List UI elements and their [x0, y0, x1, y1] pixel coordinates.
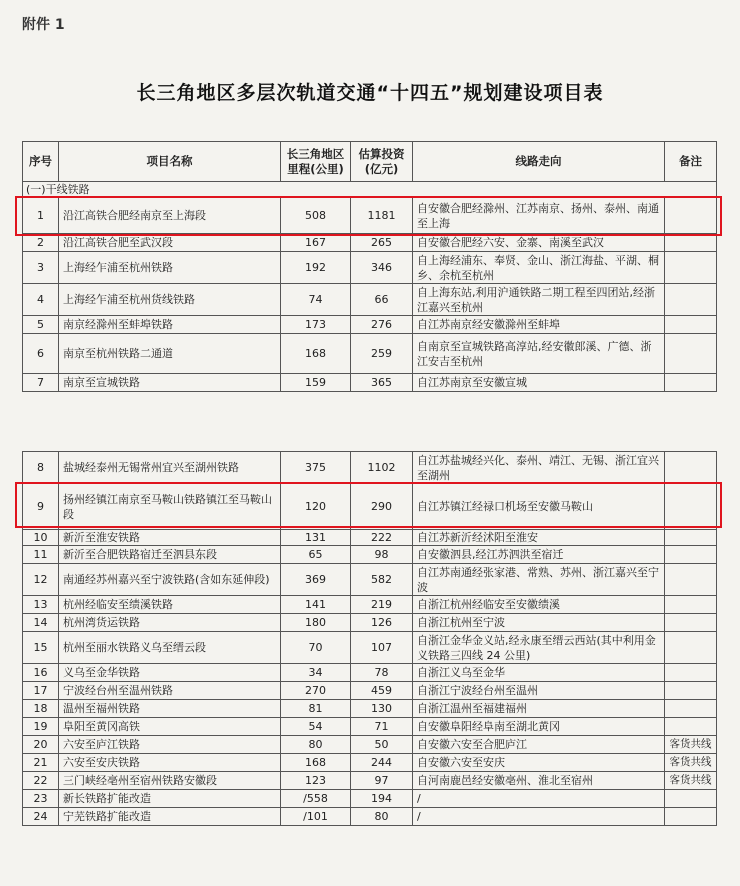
project-table-top [22, 141, 717, 392]
table-row [23, 564, 717, 596]
cell-route: 自浙江杭州经临安至安徽绩溪 [413, 596, 665, 614]
highlight-box-row-1 [15, 196, 722, 236]
cell-name: 南京经滁州至蚌埠铁路 [59, 316, 281, 334]
cell-name: 杭州至丽水铁路义乌至缙云段 [59, 632, 281, 664]
table-row [23, 632, 717, 664]
table-row [23, 790, 717, 808]
cell-name: 扬州经镇江南京至马鞍山铁路镇江至马鞍山段 [59, 484, 281, 530]
cell-note [665, 664, 717, 682]
cell-length: 54 [281, 718, 351, 736]
header-invest: 估算投资(亿元) [351, 142, 413, 182]
cell-length: 375 [281, 452, 351, 484]
cell-length: /101 [281, 808, 351, 826]
cell-name: 六安至安庆铁路 [59, 754, 281, 772]
cell-length: 65 [281, 546, 351, 564]
cell-length: 167 [281, 234, 351, 252]
header-note: 备注 [665, 142, 717, 182]
cell-name: 六安至庐江铁路 [59, 736, 281, 754]
cell-note [665, 252, 717, 284]
cell-length: 173 [281, 316, 351, 334]
cell-no: 21 [23, 754, 59, 772]
cell-length: 120 [281, 484, 351, 530]
cell-note [665, 596, 717, 614]
table-header-row [23, 142, 717, 182]
cell-no: 7 [23, 374, 59, 392]
cell-name: 盐城经泰州无锡常州宜兴至湖州铁路 [59, 452, 281, 484]
cell-note [665, 284, 717, 316]
cell-invest: 71 [351, 718, 413, 736]
cell-route: 自江苏镇江经禄口机场至安徽马鞍山 [413, 484, 665, 530]
cell-no: 19 [23, 718, 59, 736]
cell-name: 沿江高铁合肥至武汉段 [59, 234, 281, 252]
cell-name: 宁芜铁路扩能改造 [59, 808, 281, 826]
cell-invest: 126 [351, 614, 413, 632]
cell-length: 270 [281, 682, 351, 700]
cell-invest: 98 [351, 546, 413, 564]
cell-note [665, 614, 717, 632]
cell-invest: 97 [351, 772, 413, 790]
cell-length: 141 [281, 596, 351, 614]
header-name: 项目名称 [59, 142, 281, 182]
cell-no: 23 [23, 790, 59, 808]
cell-note [665, 632, 717, 664]
cell-route: 自江苏南京经安徽滁州至蚌埠 [413, 316, 665, 334]
cell-note: 客货共线 [665, 736, 717, 754]
cell-invest: 80 [351, 808, 413, 826]
cell-invest: 244 [351, 754, 413, 772]
table-row [23, 234, 717, 252]
cell-no: 17 [23, 682, 59, 700]
cell-name: 义乌至金华铁路 [59, 664, 281, 682]
cell-note [665, 316, 717, 334]
cell-note [665, 790, 717, 808]
cell-route: 自安徽泗县,经江苏泗洪至宿迁 [413, 546, 665, 564]
cell-no: 8 [23, 452, 59, 484]
cell-no: 3 [23, 252, 59, 284]
header-no: 序号 [23, 142, 59, 182]
table-row [23, 700, 717, 718]
cell-name: 南京至宣城铁路 [59, 374, 281, 392]
table-row [23, 284, 717, 316]
cell-length: 159 [281, 374, 351, 392]
table-row [23, 334, 717, 374]
header-length: 长三角地区里程(公里) [281, 142, 351, 182]
cell-note [665, 546, 717, 564]
table-row [23, 754, 717, 772]
cell-length: 131 [281, 530, 351, 546]
cell-route: 自安徽六安至安庆 [413, 754, 665, 772]
cell-length: 123 [281, 772, 351, 790]
cell-invest: 130 [351, 700, 413, 718]
table-row [23, 530, 717, 546]
cell-no: 4 [23, 284, 59, 316]
cell-name: 杭州经临安至绩溪铁路 [59, 596, 281, 614]
cell-invest: 66 [351, 284, 413, 316]
cell-route: / [413, 808, 665, 826]
cell-route: 自浙江温州至福建福州 [413, 700, 665, 718]
cell-no: 6 [23, 334, 59, 374]
cell-route: 自河南鹿邑经安徽亳州、淮北至宿州 [413, 772, 665, 790]
cell-name: 新沂至淮安铁路 [59, 530, 281, 546]
cell-note [665, 452, 717, 484]
table-row [23, 736, 717, 754]
cell-invest: 1102 [351, 452, 413, 484]
cell-length: 34 [281, 664, 351, 682]
cell-name: 新长铁路扩能改造 [59, 790, 281, 808]
cell-invest: 346 [351, 252, 413, 284]
cell-name: 沿江高铁合肥经南京至上海段 [59, 198, 281, 234]
cell-name: 上海经乍浦至杭州铁路 [59, 252, 281, 284]
cell-name: 温州至福州铁路 [59, 700, 281, 718]
cell-route: 自浙江宁波经台州至温州 [413, 682, 665, 700]
cell-name: 阜阳至黄冈高铁 [59, 718, 281, 736]
cell-route: 自江苏新沂经沭阳至淮安 [413, 530, 665, 546]
cell-no: 14 [23, 614, 59, 632]
cell-invest: 290 [351, 484, 413, 530]
cell-no: 22 [23, 772, 59, 790]
cell-route: 自浙江杭州至宁波 [413, 614, 665, 632]
section-label: (一)干线铁路 [23, 182, 717, 198]
cell-no: 18 [23, 700, 59, 718]
cell-invest: 1181 [351, 198, 413, 234]
cell-invest: 365 [351, 374, 413, 392]
cell-route: 自上海东站,利用沪通铁路二期工程至四团站,经浙江嘉兴至杭州 [413, 284, 665, 316]
cell-name: 杭州湾货运铁路 [59, 614, 281, 632]
cell-route: 自江苏盐城经兴化、泰州、靖江、无锡、浙江宜兴至湖州 [413, 452, 665, 484]
cell-no: 11 [23, 546, 59, 564]
cell-route: 自安徽合肥经六安、金寨、南溪至武汉 [413, 234, 665, 252]
table-row [23, 718, 717, 736]
cell-name: 南京至杭州铁路二通道 [59, 334, 281, 374]
cell-note [665, 334, 717, 374]
cell-note [665, 374, 717, 392]
highlight-box-row-9 [15, 482, 722, 528]
cell-length: /558 [281, 790, 351, 808]
cell-length: 369 [281, 564, 351, 596]
cell-invest: 194 [351, 790, 413, 808]
cell-route: 自安徽阜阳经阜南至湖北黄冈 [413, 718, 665, 736]
cell-length: 180 [281, 614, 351, 632]
cell-length: 168 [281, 754, 351, 772]
cell-no: 15 [23, 632, 59, 664]
cell-route: / [413, 790, 665, 808]
cell-no: 5 [23, 316, 59, 334]
table-row [23, 452, 717, 484]
table-row [23, 316, 717, 334]
cell-route: 自安徽六安至合肥庐江 [413, 736, 665, 754]
cell-no: 1 [23, 198, 59, 234]
cell-no: 20 [23, 736, 59, 754]
cell-invest: 50 [351, 736, 413, 754]
cell-length: 74 [281, 284, 351, 316]
cell-note [665, 564, 717, 596]
page-gap [0, 425, 740, 447]
cell-invest: 265 [351, 234, 413, 252]
cell-length: 81 [281, 700, 351, 718]
cell-note [665, 234, 717, 252]
cell-invest: 107 [351, 632, 413, 664]
cell-invest: 219 [351, 596, 413, 614]
cell-length: 70 [281, 632, 351, 664]
cell-name: 南通经苏州嘉兴至宁波铁路(含如东延伸段) [59, 564, 281, 596]
cell-invest: 78 [351, 664, 413, 682]
table-row [23, 252, 717, 284]
table-row [23, 614, 717, 632]
cell-note [665, 682, 717, 700]
cell-note: 客货共线 [665, 754, 717, 772]
cell-route: 自上海经浦东、奉贤、金山、浙江海盐、平湖、桐乡、余杭至杭州 [413, 252, 665, 284]
cell-note [665, 700, 717, 718]
cell-route: 自安徽合肥经滁州、江苏南京、扬州、泰州、南通至上海 [413, 198, 665, 234]
table-row [23, 664, 717, 682]
cell-route: 自浙江金华金义站,经永康至缙云西站(其中利用金义铁路三四线 24 公里) [413, 632, 665, 664]
cell-no: 13 [23, 596, 59, 614]
cell-name: 三门峡经亳州至宿州铁路安徽段 [59, 772, 281, 790]
cell-note: 客货共线 [665, 772, 717, 790]
cell-invest: 582 [351, 564, 413, 596]
cell-route: 自江苏南京至安徽宣城 [413, 374, 665, 392]
cell-no: 9 [23, 484, 59, 530]
cell-no: 10 [23, 530, 59, 546]
header-route: 线路走向 [413, 142, 665, 182]
cell-length: 80 [281, 736, 351, 754]
cell-no: 12 [23, 564, 59, 596]
cell-no: 24 [23, 808, 59, 826]
cell-note [665, 718, 717, 736]
cell-length: 192 [281, 252, 351, 284]
annex-label: 附件 1 [22, 17, 65, 33]
cell-name: 新沂至合肥铁路宿迁至泗县东段 [59, 546, 281, 564]
table-row [23, 374, 717, 392]
table-row [23, 808, 717, 826]
cell-route: 自江苏南通经张家港、常熟、苏州、浙江嘉兴至宁波 [413, 564, 665, 596]
cell-note [665, 808, 717, 826]
cell-name: 上海经乍浦至杭州货线铁路 [59, 284, 281, 316]
cell-no: 16 [23, 664, 59, 682]
cell-invest: 259 [351, 334, 413, 374]
cell-length: 508 [281, 198, 351, 234]
table-row [23, 772, 717, 790]
cell-route: 自南京至宣城铁路高淳站,经安徽郎溪、广德、浙江安吉至杭州 [413, 334, 665, 374]
cell-invest: 276 [351, 316, 413, 334]
table-row [23, 596, 717, 614]
cell-note [665, 530, 717, 546]
cell-no: 2 [23, 234, 59, 252]
cell-name: 宁波经台州至温州铁路 [59, 682, 281, 700]
table-row [23, 682, 717, 700]
document-title: 长三角地区多层次轨道交通“十四五”规划建设项目表 [136, 82, 604, 104]
cell-length: 168 [281, 334, 351, 374]
cell-route: 自浙江义乌至金华 [413, 664, 665, 682]
cell-invest: 459 [351, 682, 413, 700]
cell-invest: 222 [351, 530, 413, 546]
table-row [23, 546, 717, 564]
